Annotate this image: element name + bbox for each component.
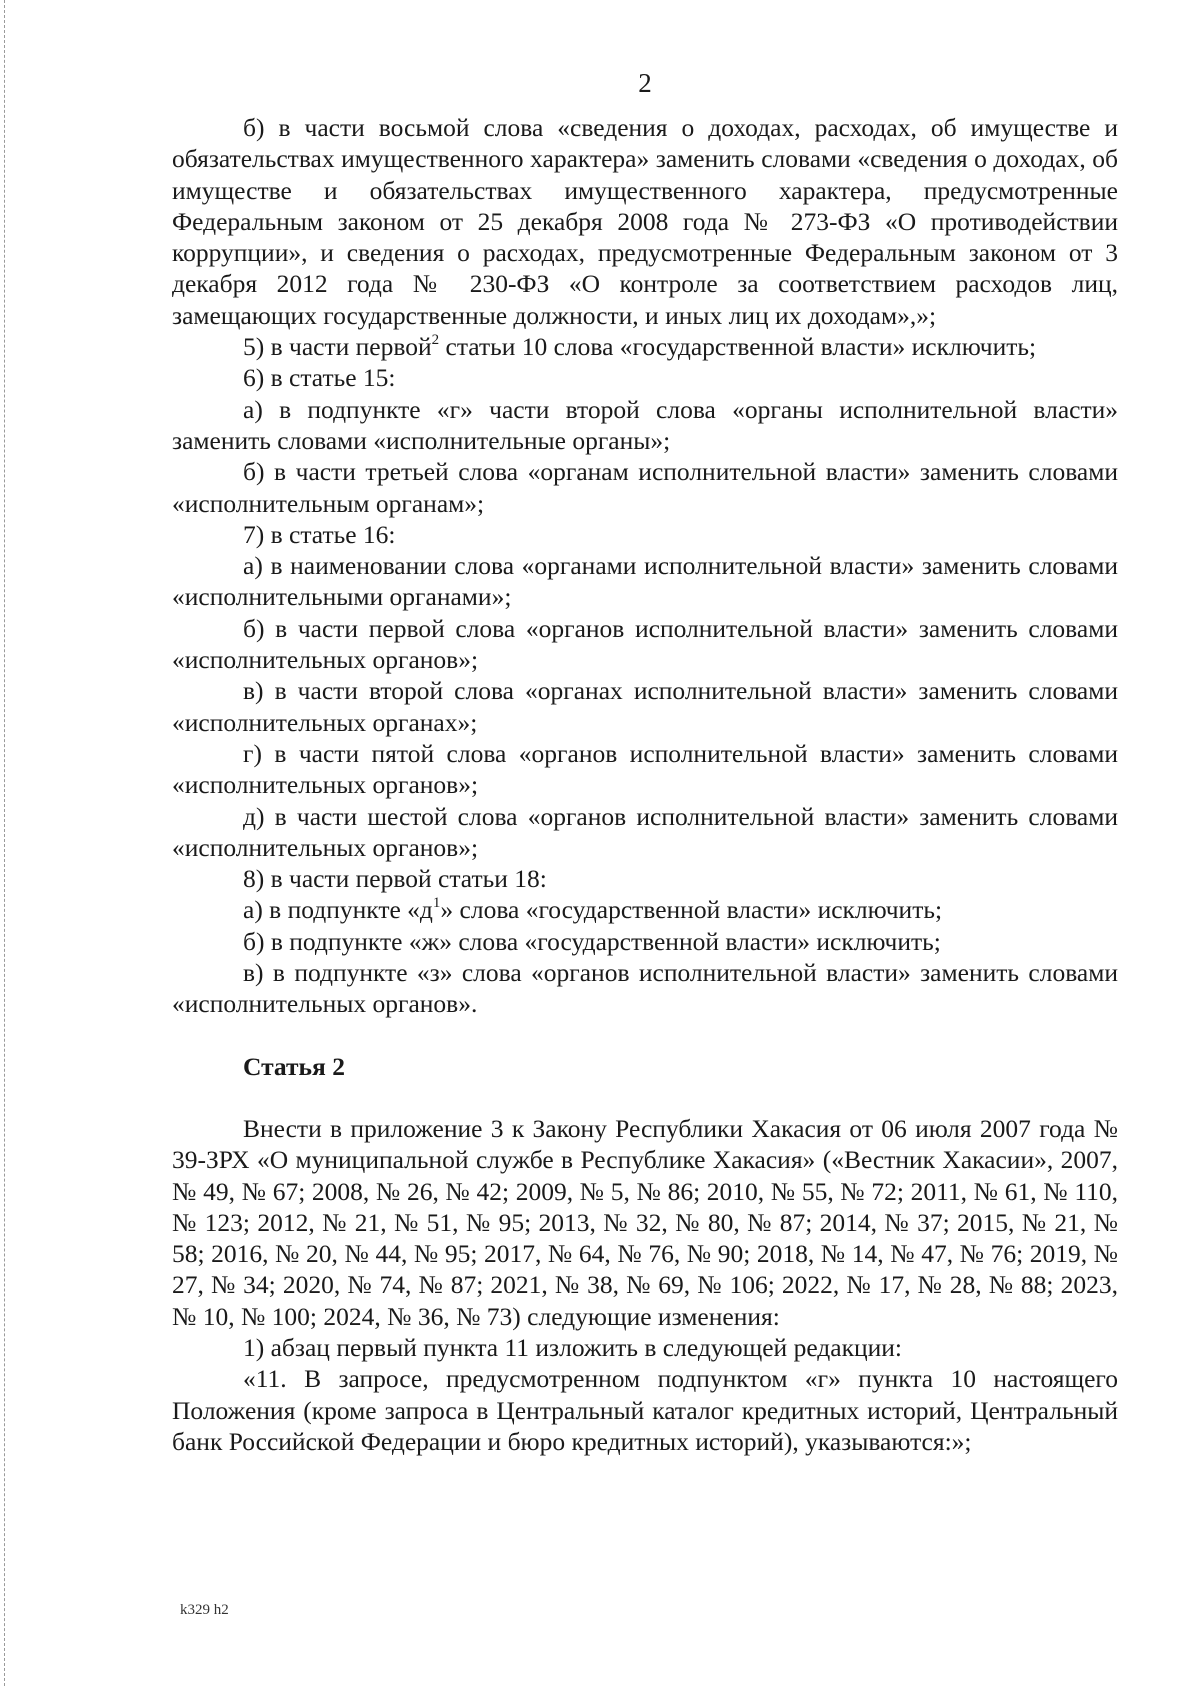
paragraph: г) в части пятой слова «органов исполнительной власти» заменить словами «исполнительных органов»; — [172, 738, 1118, 800]
paragraph: а) в подпункте «г» части второй слова «органы исполнительной власти» заменить словами «исполнительные органы»; — [172, 394, 1118, 455]
paragraph: 8) в части первой статьи 18: — [243, 864, 547, 894]
page-edge-line — [4, 0, 5, 1686]
paragraph: б) в части первой слова «органов исполнительной власти» заменить словами «исполнительных органов»; — [172, 613, 1118, 675]
paragraph: в) в части второй слова «органах исполнительной власти» заменить словами «исполнительных органах»; — [172, 676, 1118, 737]
paragraph: б) в части восьмой слова «сведения о доходах, расходах, об имуществе и обязательствах имущественного характера» заменить словами «сведения о доходах, об имуществе и обязательствах имущественного характера, предусмотренные Федеральным законом от 25 декабря 2008 года № 273-ФЗ «О противодействии коррупции», и сведения о расходах, предусмотренные Федеральным законом от 3 декабря 2012 года № 230-ФЗ «О контроле за соответствием расходов лиц, замещающих государственные должности, и иных лиц их доходам»,»; — [172, 113, 1118, 330]
page-number: 2 — [638, 68, 652, 98]
paragraph — [172, 331, 1118, 362]
paragraph: в) в подпункте «з» слова «органов исполнительной власти» заменить словами «исполнительных органов». — [172, 958, 1118, 1019]
article-heading: Статья 2 — [243, 1051, 345, 1081]
paragraph — [172, 894, 1118, 925]
superscript: 1 — [432, 895, 441, 912]
paragraph: а) в наименовании слова «органами исполнительной власти» заменить словами «исполнительными органами»; — [172, 551, 1118, 612]
paragraph: 6) в статье 15: — [243, 363, 396, 393]
paragraph-text: статьи 10 слова «государственной власти» исключить; — [439, 332, 1037, 362]
superscript: 2 — [431, 332, 440, 349]
paragraph: 1) абзац первый пункта 11 изложить в следующей редакции: — [243, 1332, 903, 1362]
paragraph: «11. В запросе, предусмотренном подпунктом «г» пункта 10 настоящего Положения (кроме запроса в Центральный каталог кредитных историй, Центральный банк Российской Федерации и бюро кредитных историй), указываются:»; — [172, 1364, 1118, 1456]
paragraph: Внести в приложение 3 к Закону Республики Хакасия от 06 июля 2007 года № 39-ЗРХ «О муниципальной службе в Республике Хакасия» («Вестник Хакасии», 2007, № 49, № 67; 2008, № 26, № 42; 2009, № 5, № 86; 2010, № 55, № 72; 2011, № 61, № 110, № 123; 2012, № 21, № 51, № 95; 2013, № 32, № 80, № 87; 2014, № 37; 2015, № 21, № 58; 2016, № 20, № 44, № 95; 2017, № 64, № 76, № 90; 2018, № 14, № 47, № 76; 2019, № 27, № 34; 2020, № 74, № 87; 2021, № 38, № 69, № 106; 2022, № 17, № 28, № 88; 2023, № 10, № 100; 2024, № 36, № 73) следующие изменения: — [172, 1113, 1118, 1331]
document-body — [172, 112, 1118, 1457]
paragraph-text: » слова «государственной власти» исключить; — [440, 895, 943, 925]
paragraph-text: 5) в части первой — [243, 332, 432, 362]
paragraph: д) в части шестой слова «органов исполнительной власти» заменить словами «исполнительных органов»; — [172, 801, 1118, 862]
paragraph-text: а) в подпункте «д — [243, 895, 433, 925]
paragraph: б) в подпункте «ж» слова «государственной власти» исключить; — [243, 926, 941, 956]
paragraph: 7) в статье 16: — [243, 519, 396, 549]
document-code: k329 h2 — [180, 1602, 229, 1618]
paragraph: б) в части третьей слова «органам исполнительной власти» заменить словами «исполнительным органам»; — [172, 457, 1118, 518]
